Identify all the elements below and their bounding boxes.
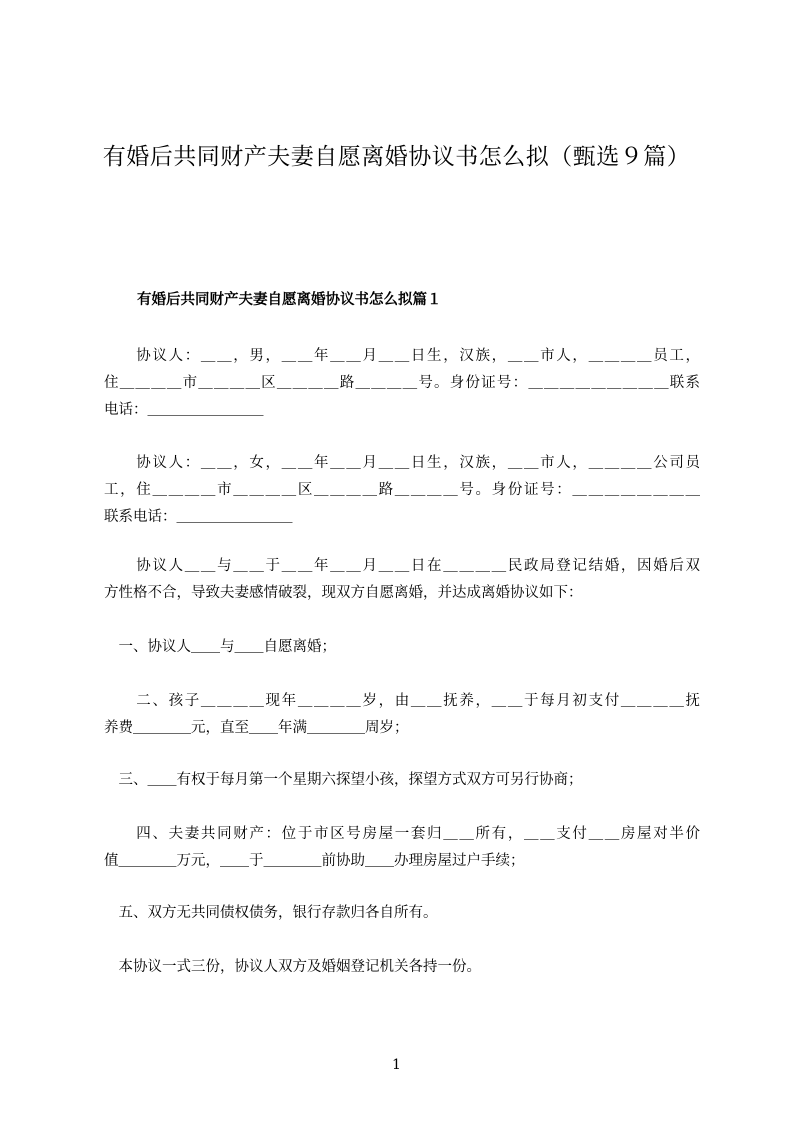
paragraph-line: 协议人：＿＿，女，＿＿年＿＿月＿＿日生，汉族，＿＿市人，＿＿＿＿公司员 bbox=[104, 455, 700, 471]
paragraph-party-male bbox=[104, 343, 700, 424]
paragraph-line: 联系电话：＿＿＿＿＿＿＿＿ bbox=[104, 509, 293, 525]
clause-5-debts bbox=[104, 900, 700, 927]
paragraph-line: 本协议一式三份，协议人双方及婚姻登记机关各持一份。 bbox=[104, 959, 481, 975]
paragraph-line: 五、双方无共同债权债务，银行存款归各自所有。 bbox=[104, 905, 438, 921]
clause-3-visitation bbox=[104, 767, 700, 794]
paragraph-line: 一、协议人＿＿与＿＿自愿离婚； bbox=[104, 639, 336, 655]
paragraph-line: 四、夫妻共同财产：位于市区号房屋一套归＿＿所有，＿＿支付＿＿房屋对半价 bbox=[104, 826, 700, 842]
paragraph-line: 电话：＿＿＿＿＿＿＿＿ bbox=[104, 402, 264, 418]
paragraph-line: 值＿＿＿＿万元，＿＿于＿＿＿＿前协助＿＿办理房屋过户手续； bbox=[104, 853, 525, 869]
paragraph-line: 二、孩子＿＿＿＿现年＿＿＿＿岁，由＿＿抚养，＿＿于每月初支付＿＿＿＿抚 bbox=[104, 693, 700, 709]
paragraph-party-female bbox=[104, 450, 700, 531]
paragraph-line: 三、＿＿有权于每月第一个星期六探望小孩，探望方式双方可另行协商； bbox=[104, 772, 583, 788]
paragraph-line: 方性格不合，导致夫妻感情破裂，现双方自愿离婚，并达成离婚协议如下： bbox=[104, 585, 583, 601]
closing-copies-statement bbox=[104, 954, 700, 981]
paragraph-marriage-info bbox=[104, 553, 700, 607]
paragraph-line: 养费＿＿＿＿元，直至＿＿年满＿＿＿＿周岁； bbox=[104, 720, 409, 736]
paragraph-line: 工，住＿＿＿＿市＿＿＿＿区＿＿＿＿路＿＿＿＿号。身份证号：＿＿＿＿＿＿＿＿ bbox=[104, 482, 700, 498]
clause-4-joint-property bbox=[104, 821, 700, 875]
section-heading: 有婚后共同财产夫妻自愿离婚协议书怎么拟篇１ bbox=[137, 292, 442, 308]
paragraph-line: 协议人：＿＿，男，＿＿年＿＿月＿＿日生，汉族，＿＿市人，＿＿＿＿员工， bbox=[104, 348, 700, 364]
document-title: 有婚后共同财产夫妻自愿离婚协议书怎么拟（甄选９篇） bbox=[102, 144, 691, 170]
clause-2-child-custody bbox=[104, 688, 700, 742]
page-number: 1 bbox=[392, 1057, 401, 1073]
paragraph-line: 住＿＿＿＿市＿＿＿＿区＿＿＿＿路＿＿＿＿号。身份证号：＿＿＿＿＿＿＿＿＿联系 bbox=[104, 375, 700, 391]
clause-1-divorce bbox=[104, 634, 700, 661]
paragraph-line: 协议人＿＿与＿＿于＿＿年＿＿月＿＿日在＿＿＿＿民政局登记结婚，因婚后双 bbox=[104, 558, 700, 574]
